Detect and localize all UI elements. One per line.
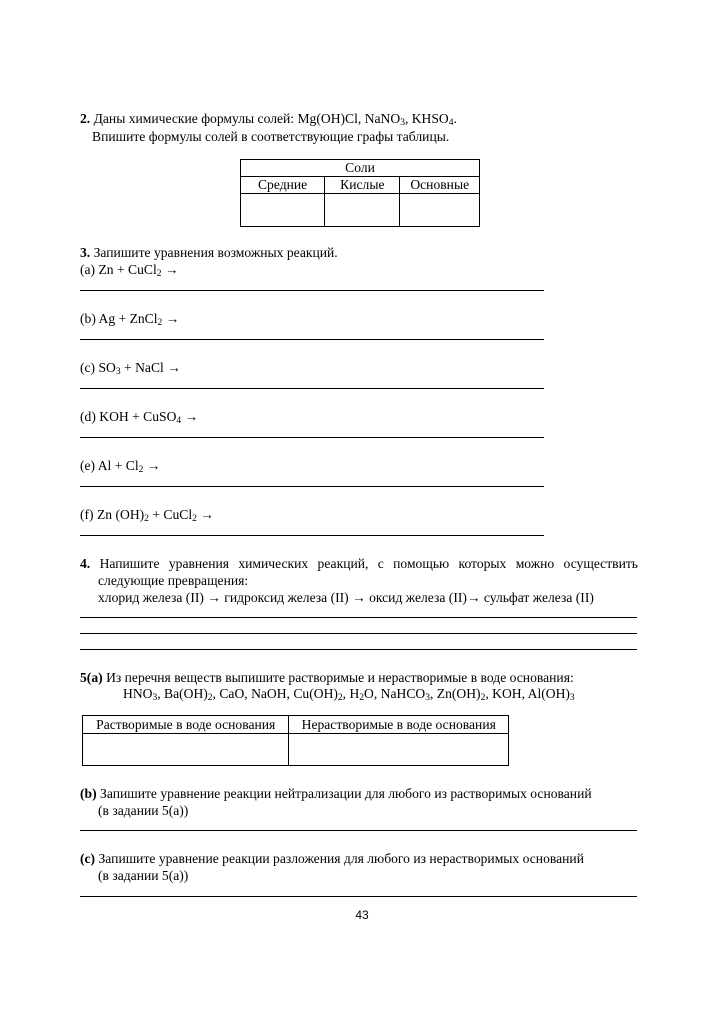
bases-table xyxy=(82,715,509,766)
task4-answer-line-2[interactable] xyxy=(80,633,637,634)
salts-table-header: Соли xyxy=(241,160,480,177)
answer-line-e[interactable] xyxy=(80,486,544,487)
task4-answer-line-1[interactable] xyxy=(80,617,637,618)
answer-line-a[interactable] xyxy=(80,290,544,291)
answer-line-b[interactable] xyxy=(80,339,544,340)
task5b-label: (b) xyxy=(80,786,97,801)
formula: $Al(OH)_3$ xyxy=(527,686,575,703)
formula: NaHCO$_3$, xyxy=(380,686,437,703)
task4-number: 4. xyxy=(80,556,91,571)
task4-line1 xyxy=(80,556,638,572)
formula: NaNO$_3$ xyxy=(364,111,405,128)
task5c-label: (c) xyxy=(80,851,96,866)
formula: Mg(OH)Cl xyxy=(297,111,358,126)
task4-text: Напишите уравнения химических реакций, с помощью которых можно осуществить xyxy=(99,556,638,571)
task2-formulas: Mg(OH)Cl, NaNO$_3$, $KHSO_4$. xyxy=(297,111,457,128)
task4-answer-line-3[interactable] xyxy=(80,649,637,650)
task5c-text: Запишите уравнение реакции разложения для любого из нерастворимых оснований xyxy=(98,851,584,866)
bases-cell-soluble[interactable] xyxy=(83,734,289,766)
formula: $HNO_3$, xyxy=(123,686,164,703)
salts-col-acidic: Кислые xyxy=(325,177,400,194)
task5b-line2: (в задании 5(a)) xyxy=(98,803,189,818)
task5b-answer-line[interactable] xyxy=(80,830,637,831)
task2-instruction: Впишите формулы солей в соответствующие графы таблицы. xyxy=(92,129,450,144)
task5a-number: 5(a) xyxy=(80,670,103,685)
task5a-substances xyxy=(123,686,575,702)
salts-table xyxy=(240,159,480,227)
answer-line-c[interactable] xyxy=(80,388,544,389)
formula: $Cu(OH)_2$, xyxy=(293,686,350,703)
salts-cell-medium[interactable] xyxy=(241,194,325,227)
answer-line-f[interactable] xyxy=(80,535,544,536)
task2-intro: Даны химические формулы солей: xyxy=(93,111,295,126)
formula: $Zn(OH)_2$, xyxy=(436,686,493,703)
task5c-answer-line[interactable] xyxy=(80,896,637,897)
task5a-line xyxy=(80,670,574,686)
task5a-text: Из перечня веществ выпишите растворимые и нерастворимые в воде основания: xyxy=(106,670,574,685)
task5b-text: Запишите уравнение реакции нейтрализации для любого из растворимых оснований xyxy=(100,786,592,801)
salts-cell-acidic[interactable] xyxy=(325,194,400,227)
formula: CaO, xyxy=(219,686,252,701)
task2-number: 2. xyxy=(80,111,91,126)
task2-intro-line xyxy=(80,111,457,127)
formula: KOH, xyxy=(492,686,528,701)
task4-line2: следующие превращения: xyxy=(98,573,249,588)
salts-cell-basic[interactable] xyxy=(400,194,480,227)
task3-title: Запишите уравнения возможных реакций. xyxy=(93,245,338,260)
reaction-d: (d) KOH + CuSO$_4$ → xyxy=(80,409,199,426)
page-number: 43 xyxy=(355,908,369,922)
reaction-a: (a) Zn + CuCl$_2$ → xyxy=(80,262,179,279)
reaction-c: (c) $SO_3$ + NaCl → xyxy=(80,360,181,377)
bases-cell-insoluble[interactable] xyxy=(289,734,509,766)
formula: $Ba(OH)_2$, xyxy=(164,686,220,703)
task3-title-line xyxy=(80,245,338,261)
salts-col-basic: Основные xyxy=(400,177,480,194)
reaction-b: (b) Ag + ZnCl$_2$ → xyxy=(80,311,180,328)
salts-col-medium: Средние xyxy=(241,177,325,194)
task4-chain: хлорид железа (II) → гидроксид железа (II) → оксид железа (II)→ сульфат железа (II) xyxy=(98,590,594,605)
formula: NaOH, xyxy=(251,686,294,701)
task3-number: 3. xyxy=(80,245,91,260)
task5c-line1 xyxy=(80,851,584,867)
task5c-line2: (в задании 5(а)) xyxy=(98,868,189,883)
reaction-e: (e) $Al + Cl_2$ → xyxy=(80,458,161,475)
task5b-line1 xyxy=(80,786,592,802)
bases-col-insoluble: Нерастворимые в воде основания xyxy=(289,716,509,734)
formula: $H_2O$, xyxy=(349,686,381,703)
reaction-f: (f) Zn $(OH)_2$ + CuCl$_2$ → xyxy=(80,507,214,524)
bases-col-soluble: Растворимые в воде основания xyxy=(83,716,289,734)
formula: $KHSO_4$. xyxy=(411,111,457,128)
answer-line-d[interactable] xyxy=(80,437,544,438)
